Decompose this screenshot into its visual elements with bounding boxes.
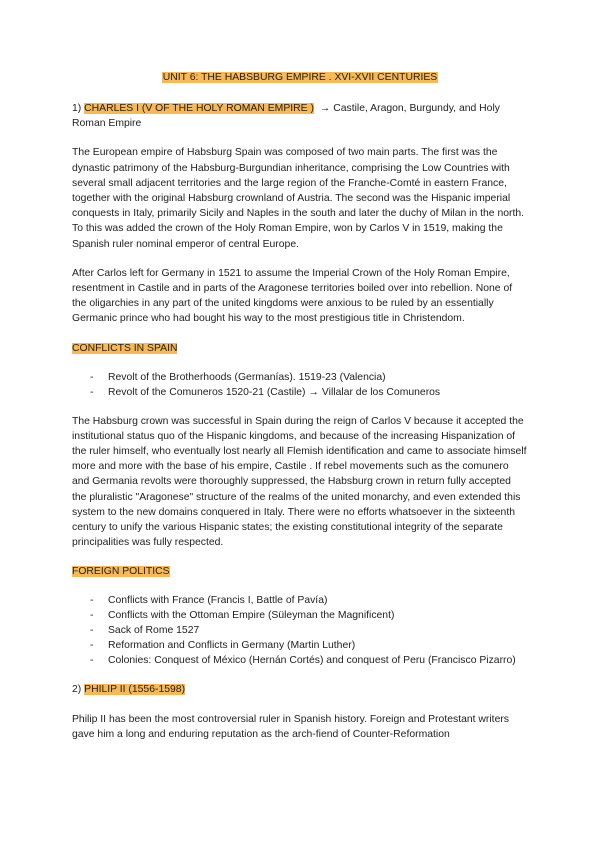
title-text: UNIT 6: THE HABSBURG EMPIRE . XVI-XVII CENTURIES <box>162 72 438 83</box>
paragraph-habsburg-success: The Habsburg crown was successful in Spain during the reign of Carlos V because it accepted the institutional status quo of the Hispanic kingdoms, and because of the increasing Hispanization of the ruler himself, who eventually lost nearly all Flemish identification and came to associate himself more and more with the base of his empire, Castile . If rebel movements such as the comunero and Germania revolts were thoroughly suppressed, the Habsburg crown in return fully accepted the pluralistic "Aragonese" structure of the realms of the united monarchy, and even extended this system to the new domains conquered in Italy. There were no efforts whatsoever in the sixteenth century to unify the various Hispanic states; the existing constitutional integrity of the separate principalities was fully respected. <box>72 415 527 549</box>
list-item: - Reformation and Conflicts in Germany (Martin Luther) <box>72 638 528 653</box>
list-item: - Colonies: Conquest of México (Hernán Cortés) and conquest of Peru (Francisco Pizarro) <box>72 653 528 668</box>
paragraph-philip: Philip II has been the most controversial ruler in Spanish history. Foreign and Protestant writers gave him a long and enduring reputation as the arch-fiend of Counter-Reformation <box>72 713 509 740</box>
paragraph-habsburg-empire: The European empire of Habsburg Spain was composed of two main parts. The first was the dynastic patrimony of the Habsburg-Burgundian inheritance, comprising the Low Countries with several small adjacent territories and the large region of the Franche-Comté in eastern France, together with the original Habsburg crownland of Austria. The second was the Hispanic imperial conquests in Italy, primarily Sicily and Naples in the south and later the duchy of Milan in the north. To this was added the crown of the Holy Roman Empire, won by Carlos V in 1519, making the Spanish ruler nominal emperor of central Europe. <box>72 147 525 250</box>
section-philip-heading <box>72 682 528 697</box>
arrow-icon: → <box>308 386 319 398</box>
list-item <box>72 385 528 400</box>
list-item: - Sack of Rome 1527 <box>72 623 528 638</box>
foreign-heading-text: FOREIGN POLITICS <box>72 566 170 578</box>
foreign-list <box>72 593 528 668</box>
section-label-highlight: CHARLES I (V OF THE HOLY ROMAN EMPIRE ) <box>84 103 314 114</box>
list-item-suffix: Villalar de los Comuneros <box>321 386 441 398</box>
section-label-highlight: PHILIP II (1556-1598) <box>84 684 186 696</box>
paragraph-carlos-germany: After Carlos left for Germany in 1521 to assume the Imperial Crown of the Holy Roman Empire, resentment in Castile and in parts of the Aragonese territories boiled over into rebellion. None of the oligarchies in any part of the united kingdoms were anxious to be ruled by an essentially Germanic prince who had bought his way to the most prestigious title in Christendom. <box>72 267 513 325</box>
arrow-icon: → <box>319 103 331 114</box>
list-item-text: Revolt of the Comuneros 1520-21 (Castile) <box>108 386 306 398</box>
list-item: - Conflicts with France (Francis I, Battle of Pavía) <box>72 593 528 608</box>
section-number: 1) <box>72 103 85 114</box>
list-item-text: Revolt of the Brotherhoods (Germanías). 1519-23 (Valencia) <box>108 371 386 383</box>
list-item: - Conflicts with the Ottoman Empire (Süleyman the Magnificent) <box>72 608 528 623</box>
section-territories: Castile, Aragon, Burgundy, and Holy Roman Empire <box>72 103 500 130</box>
section-charles-heading <box>72 101 528 131</box>
conflicts-heading <box>72 341 528 356</box>
list-item <box>72 370 528 385</box>
conflicts-heading-text: CONFLICTS IN SPAIN <box>72 342 178 354</box>
foreign-heading <box>72 564 528 579</box>
section-number: 2) <box>72 684 85 696</box>
conflicts-list <box>72 370 528 400</box>
document-title <box>72 70 528 85</box>
